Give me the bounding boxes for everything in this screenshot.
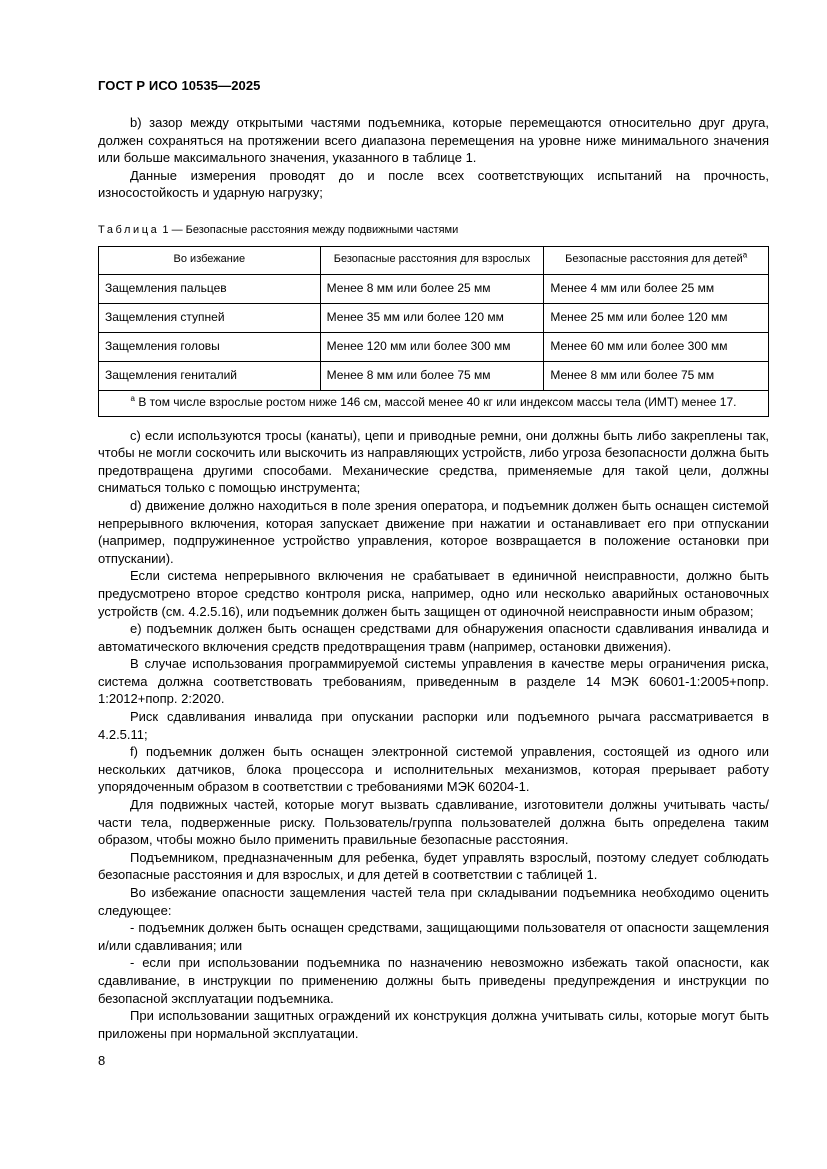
- safe-distances-table: [98, 246, 769, 417]
- footnote-mark: a: [742, 250, 748, 260]
- table-caption-text: 1 — Безопасные расстояния между подвижными частями: [162, 223, 459, 236]
- paragraph: b) зазор между открытыми частями подъемника, которые перемещаются относительно друг друга, должен сохраняться на протяжении всего диапазона перемещения на уровне ниже минимального значения или больше максимального значения, указанного в таблице 1.: [98, 115, 769, 166]
- table-footnote-row: [99, 390, 769, 416]
- table-cell: Менее 60 мм или более 300 мм: [544, 332, 769, 361]
- table-cell: Менее 8 мм или более 75 мм: [320, 361, 544, 390]
- table-cell: Менее 4 мм или более 25 мм: [544, 274, 769, 303]
- column-header: [544, 246, 769, 274]
- table-caption-label: Таблица: [98, 223, 160, 236]
- table-row: [99, 274, 769, 303]
- table-row: [99, 332, 769, 361]
- document-body: [98, 114, 769, 1042]
- document-header: ГОСТ Р ИСО 10535—2025: [98, 78, 261, 93]
- table-footnote: [99, 390, 769, 416]
- paragraph: d) движение должно находиться в поле зрения оператора, и подъемник должен быть оснащен системой непрерывного включения, которая запускает движение при нажатии и останавливает его при отпускании (например, подпружиненное устройство управления, которое возвращается в положение остановки при отпускании).: [98, 497, 769, 566]
- table-row: [99, 361, 769, 390]
- column-header-text: Безопасные расстояния для детей: [565, 253, 743, 266]
- paragraph: При использовании защитных ограждений их конструкция должна учитывать силы, которые могут быть приложены при нормальной эксплуатации.: [98, 1008, 769, 1041]
- paragraph: f) подъемник должен быть оснащен электронной системой управления, состоящей из одного или нескольких датчиков, блока процессора и исполнительных механизмов, которая прерывает работу упорядоченным образом в соответствии с требованиями МЭК 60204-1.: [98, 744, 769, 795]
- paragraph: Риск сдавливания инвалида при опускании распорки или подъемного рычага рассматривается в 4.2.5.11;: [98, 709, 769, 742]
- footnote-mark: a: [130, 394, 135, 404]
- table-cell: Менее 8 мм или более 75 мм: [544, 361, 769, 390]
- table-caption: [98, 222, 769, 240]
- table-cell: Защемления головы: [99, 332, 321, 361]
- table-cell: Менее 8 мм или более 25 мм: [320, 274, 544, 303]
- table-cell: Менее 35 мм или более 120 мм: [320, 303, 544, 332]
- table-cell: Защемления ступней: [99, 303, 321, 332]
- table-header-row: [99, 246, 769, 274]
- table-row: [99, 303, 769, 332]
- table-cell: Менее 25 мм или более 120 мм: [544, 303, 769, 332]
- table-cell: Защемления гениталий: [99, 361, 321, 390]
- paragraph: Для подвижных частей, которые могут вызвать сдавливание, изготовители должны учитывать часть/части тела, подверженные риску. Пользователь/группа пользователей должна быть определена таким образом, чтобы можно было применить правильные безопасные расстояния.: [98, 797, 769, 848]
- footnote-text: В том числе взрослые ростом ниже 146 см, массой менее 40 кг или индексом массы тела (ИМТ) менее 17.: [134, 395, 737, 410]
- table-cell: Менее 120 мм или более 300 мм: [320, 332, 544, 361]
- table-cell: Защемления пальцев: [99, 274, 321, 303]
- paragraph: Если система непрерывного включения не срабатывает в единичной неисправности, должно быть предусмотрено второе средство контроля риска, например, одно или несколько аварийных остановочных устройств (см. 4.2.5.16), или подъемник должен быть защищен от одиночной неисправности иным образом;: [98, 568, 769, 619]
- paragraph: e) подъемник должен быть оснащен средствами для обнаружения опасности сдавливания инвалида и автоматического включения средств предотвращения травм (например, остановки движения).: [98, 621, 769, 654]
- page-number: 8: [98, 1053, 106, 1068]
- paragraph: Данные измерения проводят до и после всех соответствующих испытаний на прочность, износостойкость и ударную нагрузку;: [98, 167, 769, 201]
- paragraph: Во избежание опасности защемления частей тела при складывании подъемника необходимо оценить следующее:: [98, 885, 769, 918]
- paragraph: Подъемником, предназначенным для ребенка, будет управлять взрослый, поэтому следует соблюдать безопасные расстояния и для взрослых, и для детей в соответствии с таблицей 1.: [98, 849, 769, 883]
- list-item: - подъемник должен быть оснащен средствами, защищающими пользователя от опасности защемления и/или сдавливания; или: [98, 920, 769, 953]
- paragraph: В случае использования программируемой системы управления в качестве меры ограничения риска, система должна соответствовать требованиям, приведенным в разделе 14 МЭК 60601-1:2005+попр. 1:2012+попр. 2:2020.: [98, 656, 769, 707]
- column-header: Безопасные расстояния для взрослых: [320, 246, 544, 274]
- list-item: - если при использовании подъемника по назначению невозможно избежать такой опасности, как сдавливание, в инструкции по применению должны быть приведены предупреждения и инструкции по безопасной эксплуатации подъемника.: [98, 955, 769, 1006]
- paragraph: c) если используются тросы (канаты), цепи и приводные ремни, они должны быть либо закреплены так, чтобы не могли соскочить или выскочить из направляющих устройств, либо угроза безопасности должна быть предотвращена другими способами. Механические средства, применяемые для такой цели, должны сниматься только с помощью инструмента;: [98, 427, 770, 496]
- column-header: Во избежание: [99, 246, 321, 274]
